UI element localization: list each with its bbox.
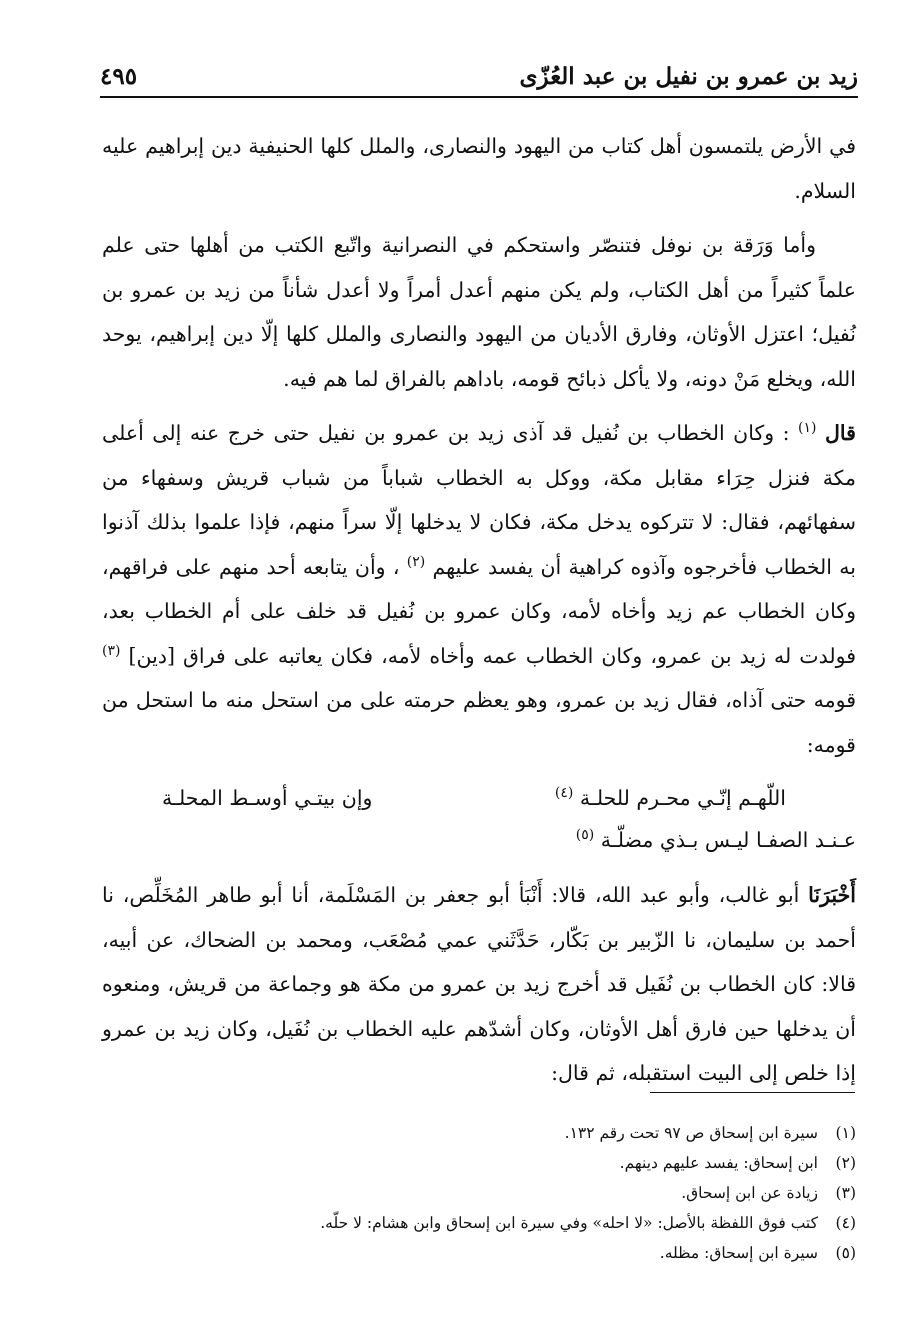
footnote-4-text: كتب فوق اللفظة بالأصل: «لا احله» وفي سيرة ابن إسحاق وابن هشام: لا حلّه. [320,1214,818,1232]
poem-line-1-second-hemistich: وإن بيتـي أوسـط المحلـة [162,786,373,810]
poem-line-2-text: عـنـد الصفـا ليـس بـذي مضلّـة [600,828,856,852]
paragraph-3-text-a: : وكان الخطاب بن نُفيل قد آذى زيد بن عمرو بن نفيل حتى خرج عنه إلى أعلى مكة فنزل حِرَاء مقابل مكة، ووكل به الخطاب شباباً من شباب قريش وسفهاء من سفهائهم، فقال: لا تتركوه يدخل مكة، فكان لا يدخلها إلّا سراً منهم، فإذا علموا بذلك آذنوا به الخطاب فأخرجوه وآذوه كراهية أن يفسد عليهم [102,421,856,579]
footnote-1-text: سيرة ابن إسحاق ص ٩٧ تحت رقم ١٣٢. [564,1124,818,1142]
footnote-5 [160,1238,856,1268]
paragraph-4-lead: أَخْبَرَنَا [808,883,856,907]
paragraph-1 [102,124,856,213]
footnote-ref-1: (١) [798,420,817,437]
poem-line-2-hemistich [102,819,856,861]
poem-line-1-first-hemistich [555,777,786,819]
footnote-divider [650,1092,855,1093]
footnote-5-text: سيرة ابن إسحاق: مظله. [659,1244,818,1262]
footnote-2-number: (٢) [835,1154,856,1172]
running-header [100,62,858,98]
poem-line-1 [102,777,856,819]
footnote-ref-3: (٣) [102,642,121,659]
footnotes [160,1118,856,1268]
poem [102,777,856,861]
page-number: ٤٩٥ [100,63,138,90]
paragraph-2 [102,223,856,401]
footnote-1 [160,1118,856,1148]
footnote-ref-5: (٥) [575,827,595,844]
paragraph-3 [102,411,856,767]
footnote-4 [160,1208,856,1238]
footnote-ref-4: (٤) [554,785,574,802]
footnote-2-text: ابن إسحاق: يفسد عليهم دينهم. [619,1154,818,1172]
main-text [102,124,856,1106]
paragraph-4 [102,873,856,1096]
paragraph-2-text: وأما وَرَقة بن نوفل فتنصّر واستحكم في النصرانية واتّبع الكتب من أهلها حتى علم علماً كثيراً من أهل الكتاب، ولم يكن منهم أعدل أمراً ولا أعدل شأناً من زيد بن عمرو بن نُفيل؛ اعتزل الأوثان، وفارق الأديان من اليهود والنصارى والملل كلها إلّا دين إبراهيم، يوحد الله، ويخلع مَنْ دونه، ولا يأكل ذبائح قومه، باداهم بالفراق لما هم فيه. [102,233,856,391]
paragraph-4-text: أبو غالب، وأبو عبد الله، قالا: أَنْبَأ أبو جعفر بن المَسْلَمة، أنا أبو طاهر المُخَلِّص، نا أحمد بن سليمان، نا الزّبير بن بَكّار، حَدَّثَني عمي مُصْعَب، ومحمد بن الضحاك، عن أبيه، قالا: كان الخطاب بن نُفَيل قد أخرج زيد بن عمرو من مكة هو وجماعة من قريش، ومنعوه أن يدخلها حين فارق أهل الأوثان، وكان أشدّهم عليه الخطاب بن نُفَيل، وكان زيد بن عمرو إذا خلص إلى البيت استقبله، ثم قال: [102,883,856,1085]
paragraph-3-text-c: قومه حتى آذاه، فقال زيد بن عمرو، وهو يعظم حرمته على من استحل منه ما استحل من قومه: [102,688,856,757]
footnote-5-number: (٥) [835,1244,856,1262]
poem-line-1-first-text: اللّهـم إنّـي محـرم للحلـة [579,786,786,810]
footnote-1-number: (١) [835,1124,856,1142]
footnote-3 [160,1178,856,1208]
paragraph-3-lead: قال [825,421,856,445]
footnote-3-text: زيادة عن ابن إسحاق. [681,1184,818,1202]
chapter-title: زيد بن عمرو بن نفيل بن عبد العُزّى [519,63,858,90]
paragraph-3-text-b: ، وأن يتابعه أحد منهم على فراقهم، وكان الخطاب عم زيد وأخاه لأمه، وكان عمرو بن نُفيل قد خلف على أم الخطاب بعد، فولدت له زيد بن عمرو، وكان الخطاب عمه وأخاه لأمه، فكان يعاتبه على فراق [دين] [102,554,856,668]
paragraph-1-text: في الأرض يلتمسون أهل كتاب من اليهود والنصارى، والملل كلها الحنيفية دين إبراهيم عليه السلام. [102,134,856,203]
footnote-3-number: (٣) [835,1184,856,1202]
footnote-2 [160,1148,856,1178]
poem-line-2 [102,819,856,861]
footnote-4-number: (٤) [835,1214,856,1232]
footnote-ref-2: (٢) [406,553,426,570]
